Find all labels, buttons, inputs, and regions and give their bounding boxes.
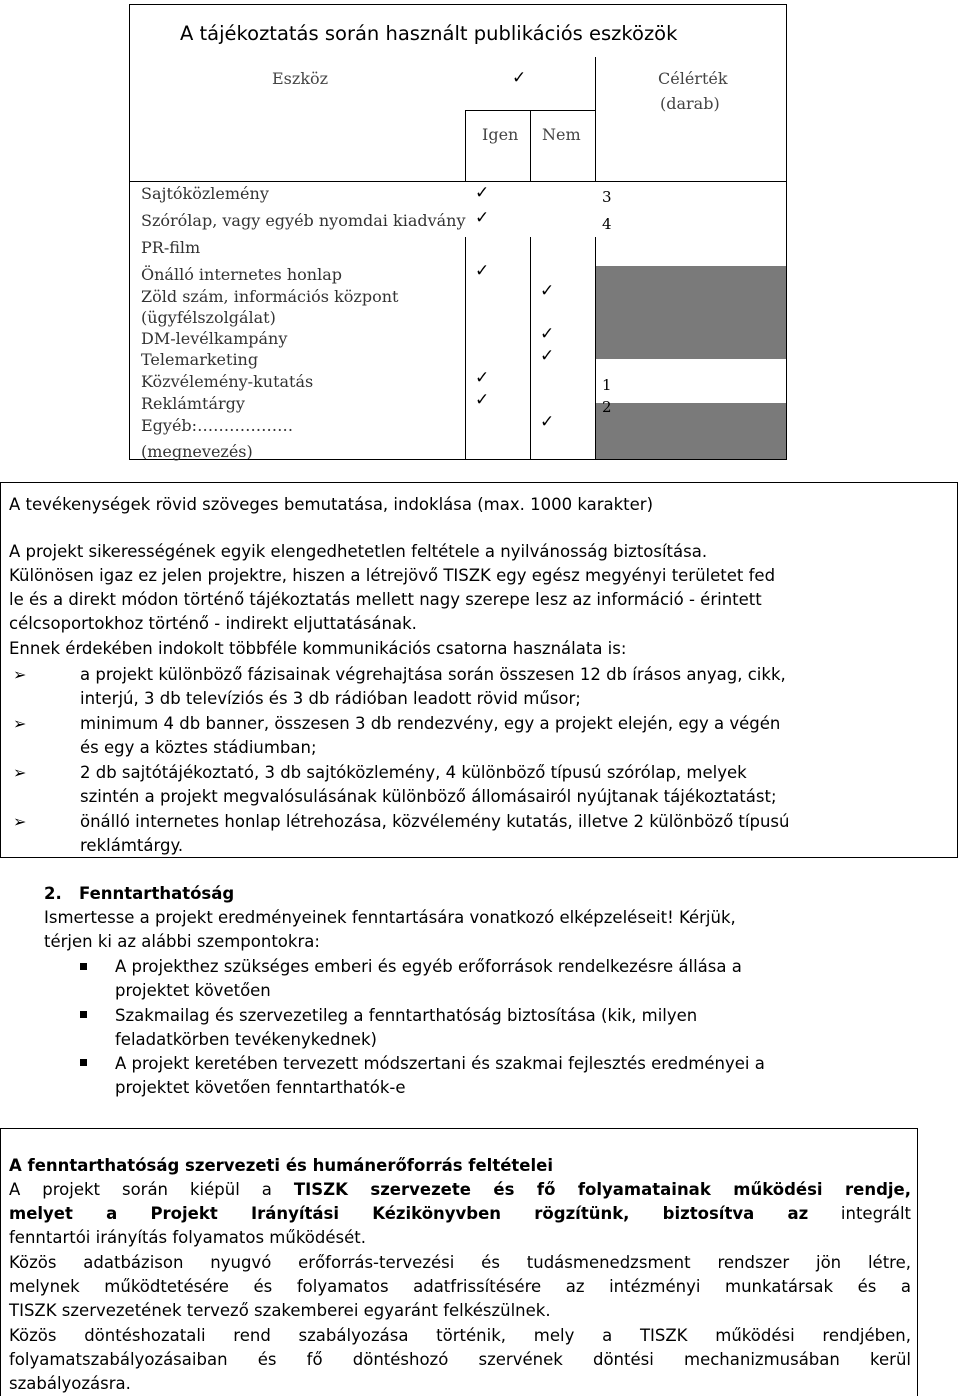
check-icon: ✓ (540, 281, 555, 301)
row-label: (ügyfélszolgálat) (141, 308, 276, 327)
org-text: A projekt során kiépül a (9, 1180, 272, 1199)
row-label: Közvélemény-kutatás (141, 372, 314, 391)
check-icon: ✓ (475, 390, 490, 410)
org-text-bold: melyet a Projekt Irányítási Kézikönyvben rögzítünk, biztosítva az (9, 1204, 809, 1223)
header-right-divider (595, 57, 596, 181)
bullet-line: és egy a köztes stádiumban; (80, 738, 317, 757)
table-title: A tájékoztatás során használt publikációs eszközök (180, 22, 678, 45)
header-left-divider (465, 110, 466, 181)
row-label: Telemarketing (141, 350, 259, 369)
bullet-line: minimum 4 db banner, összesen 3 db rendezvény, egy a projekt elején, egy a végén (80, 714, 781, 733)
row-value: 1 (602, 376, 612, 394)
check-icon: ✓ (475, 208, 490, 228)
row-label: DM-levélkampány (141, 329, 288, 348)
publication-tools-table (129, 4, 787, 460)
org-text-bold: TISZK szervezete és fő folyamatainak működési rendje, (293, 1180, 912, 1199)
header-check-icon: ✓ (512, 68, 527, 88)
check-icon: ✓ (540, 324, 555, 344)
square-bullet-icon (80, 1059, 87, 1066)
row-label: PR-film (141, 238, 201, 257)
bullet-line: Szakmailag és szervezetileg a fenntarthatóság biztosítása (kik, milyen (115, 1006, 698, 1025)
paragraph-line: célcsoportokhoz történő - indirekt eljuttatásának. (9, 614, 417, 633)
arrow-bullet-icon: ➢ (13, 665, 27, 684)
bullet-line: A projekt keretében tervezett módszertani és szakmai fejlesztés eredményei a (115, 1054, 765, 1073)
section-intro-line: Ismertesse a projekt eredményeinek fenntartására vonatkozó elképzeléseit! Kérjük, (44, 908, 736, 927)
org-line: TISZK szervezetének tervező szakemberei egyaránt felkészülnek. (9, 1301, 551, 1320)
header-mid-divider (530, 110, 531, 181)
bullet-line: önálló internetes honlap létrehozása, közvélemény kutatás, illetve 2 különböző típusú (80, 812, 790, 831)
bullet-line: A projekthez szükséges emberi és egyéb erőforrások rendelkezésre állása a (115, 957, 742, 976)
row-label: Egyéb:……………… (141, 416, 294, 435)
section-number: 2. (44, 884, 62, 903)
activity-description-box (0, 482, 958, 858)
header-darab: (darab) (660, 94, 720, 113)
org-line: fenntartói irányítás folyamatos működését. (9, 1228, 366, 1247)
row-value: 4 (602, 215, 612, 233)
body-left-divider (465, 237, 466, 459)
org-text: integrált (840, 1204, 912, 1223)
check-icon: ✓ (475, 368, 490, 388)
header-bottom-line (130, 181, 786, 182)
check-icon: ✓ (540, 412, 555, 432)
row-value: 3 (602, 188, 612, 206)
bullet-line: interjú, 3 db televíziós és 3 db rádióban leadott rövid műsor; (80, 689, 581, 708)
org-heading: A fenntarthatóság szervezeti és humánerőforrás feltételei (9, 1156, 553, 1175)
paragraph-line: le és a direkt módon történő tájékoztatás mellett nagy szerepe lesz az információ - érintett (9, 590, 762, 609)
bullet-line: projektet követően fenntarthatók-e (115, 1078, 406, 1097)
check-icon: ✓ (540, 346, 555, 366)
row-label: (megnevezés) (141, 442, 253, 461)
bullet-line: feladatkörben tevékenykednek) (115, 1030, 377, 1049)
arrow-bullet-icon: ➢ (13, 812, 27, 831)
row-value: 2 (602, 398, 612, 416)
section-intro-line: térjen ki az alábbi szempontokra: (44, 932, 320, 951)
header-celertek: Célérték (658, 69, 728, 88)
row-label: Önálló internetes honlap (141, 265, 342, 284)
org-line (9, 1202, 911, 1226)
org-line: Közös adatbázison nyugvó erőforrás-tervezési és tudásmenedzsment rendszer jön létre, (9, 1253, 911, 1272)
check-icon: ✓ (475, 183, 490, 203)
header-nem: Nem (542, 125, 581, 144)
row-label: Sajtóközlemény (141, 184, 269, 203)
check-icon: ✓ (475, 261, 490, 281)
bullet-line: szintén a projekt megvalósulásának különböző állomásairól nyújtanak tájékoztatást; (80, 787, 777, 806)
org-line: melynek működtetésére és folyamatos adatfrissítésére az intézményi munkatársak és a (9, 1277, 911, 1296)
org-line: Közös döntéshozatali rend szabályozása történik, mely a TISZK működési rendjében, (9, 1326, 911, 1345)
paragraph-line: A projekt sikerességének egyik elengedhetetlen feltétele a nyilvánosság biztosítása. (9, 542, 708, 561)
header-eszkoz: Eszköz (272, 69, 329, 88)
row-label: Szórólap, vagy egyéb nyomdai kiadvány (141, 211, 466, 230)
square-bullet-icon (80, 1011, 87, 1018)
description-heading: A tevékenységek rövid szöveges bemutatása, indoklása (max. 1000 karakter) (9, 495, 654, 514)
bullet-line: 2 db sajtótájékoztató, 3 db sajtóközlemény, 4 különböző típusú szórólap, melyek (80, 763, 747, 782)
shaded-cell (596, 403, 786, 459)
paragraph-line: Ennek érdekében indokolt többféle kommunikációs csatorna használata is: (9, 639, 627, 658)
row-label: Reklámtárgy (141, 394, 245, 413)
body-mid-divider (530, 237, 531, 459)
paragraph-line: Különösen igaz ez jelen projektre, hiszen a létrejövő TISZK egy egész megyényi területet fed (9, 566, 776, 585)
square-bullet-icon (80, 963, 87, 970)
bullet-line: projektet követően (115, 981, 271, 1000)
shaded-cell (596, 266, 786, 359)
section-title: Fenntarthatóság (79, 884, 235, 903)
row-label: Zöld szám, információs központ (141, 287, 399, 306)
arrow-bullet-icon: ➢ (13, 763, 27, 782)
organizational-conditions-box (0, 1128, 918, 1396)
org-line: folyamatszabályozásaiban és fő döntéshozó szervének döntési mechanizmusában kerül (9, 1350, 911, 1369)
bullet-line: a projekt különböző fázisainak végrehajtása során összesen 12 db írásos anyag, cikk, (80, 665, 786, 684)
arrow-bullet-icon: ➢ (13, 714, 27, 733)
header-igen: Igen (482, 125, 519, 144)
org-line: szabályozásra. (9, 1374, 131, 1393)
bullet-line: reklámtárgy. (80, 836, 184, 855)
org-line (9, 1178, 911, 1202)
